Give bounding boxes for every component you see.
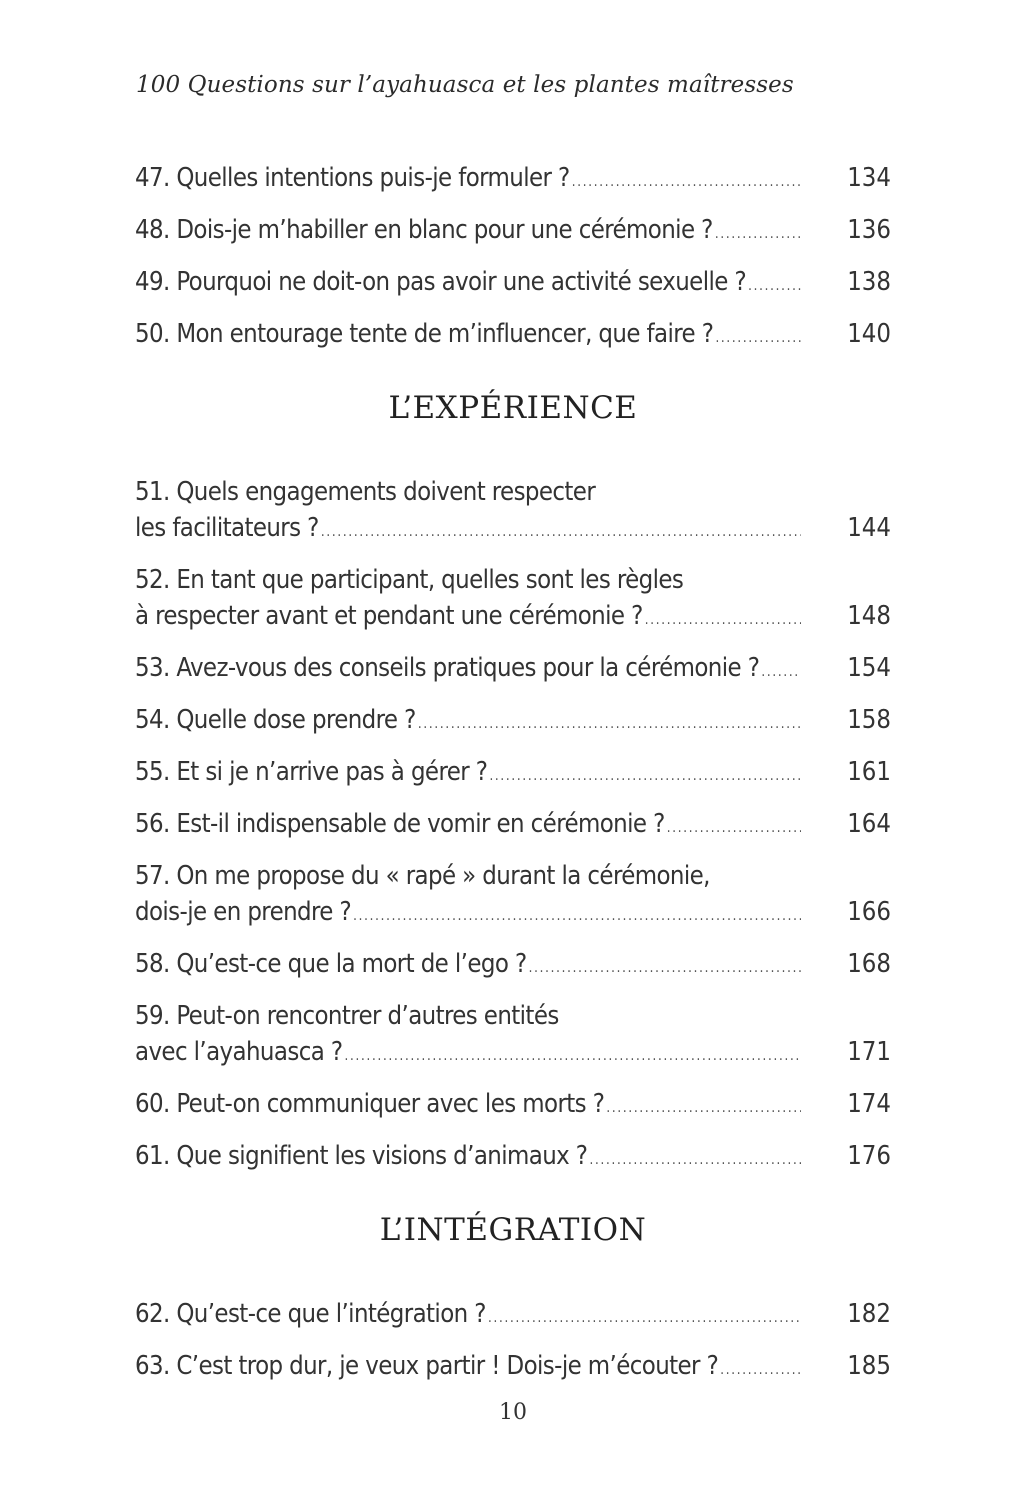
toc-page-number: 171 [847,1037,891,1067]
toc-page-number: 176 [847,1141,891,1171]
page-number: 10 [499,1400,527,1425]
section-title: L’EXPÉRIENCE [388,390,638,426]
toc-entry[interactable] [135,316,891,352]
toc-entry[interactable] [135,1086,891,1122]
toc-entry-text: 52. En tant que participant, quelles sont les règles [135,565,684,595]
toc-entry-text: 51. Quels engagements doivent respecter [135,477,596,507]
toc-entry[interactable] [135,212,891,248]
toc-entry-text: 59. Peut-on rencontrer d’autres entités [135,1001,559,1031]
dot-leader [344,1038,801,1074]
toc-entry-text: 49. Pourquoi ne doit-on pas avoir une activité sexuelle ? [135,267,747,297]
toc-page-number: 164 [847,809,891,839]
toc-entry[interactable] [135,1296,891,1332]
toc-page-number: 166 [847,897,891,927]
toc-entry-text: 53. Avez-vous des conseils pratiques pour la cérémonie ? [135,653,760,683]
toc-entry-text: 58. Qu’est-ce que la mort de l’ego ? [135,949,527,979]
toc-page-number: 174 [847,1089,891,1119]
toc-entry[interactable] [135,562,891,634]
toc-entry[interactable] [135,1348,891,1384]
dot-leader [645,602,801,638]
dot-leader [720,1352,801,1388]
running-head: 100 Questions sur l’ayahuasca et les plantes maîtresses [136,72,794,98]
toc-entry-text: les facilitateurs ? [135,513,319,543]
toc-page-number: 134 [847,163,891,193]
dot-leader [353,898,801,934]
toc-entry[interactable] [135,946,891,982]
toc-page-number: 138 [847,267,891,297]
toc-entry-text: 47. Quelles intentions puis-je formuler ? [135,163,570,193]
dot-leader [418,706,801,742]
dot-leader [589,1142,801,1178]
toc-page-number: 144 [847,513,891,543]
toc-entry-text: 55. Et si je n’arrive pas à gérer ? [135,757,488,787]
dot-leader [606,1090,801,1126]
toc-entry[interactable] [135,474,891,546]
dot-leader [572,164,801,200]
dot-leader [488,1300,801,1336]
toc-page-number: 182 [847,1299,891,1329]
toc-entry[interactable] [135,160,891,196]
toc-entry[interactable] [135,858,891,930]
toc-entry-text: à respecter avant et pendant une cérémonie ? [135,601,643,631]
toc-page-number: 148 [847,601,891,631]
dot-leader [761,654,801,690]
toc-entry-text: 60. Peut-on communiquer avec les morts ? [135,1089,605,1119]
toc-entry[interactable] [135,650,891,686]
toc-page-number: 158 [847,705,891,735]
toc-entry-text: dois-je en prendre ? [135,897,352,927]
toc-entry-text: 48. Dois-je m’habiller en blanc pour une cérémonie ? [135,215,713,245]
toc-entry[interactable] [135,702,891,738]
section-title: L’INTÉGRATION [379,1212,647,1248]
toc-page-number: 185 [847,1351,891,1381]
toc-entry-text: 57. On me propose du « rapé » durant la cérémonie, [135,861,710,891]
toc-entry-text: 63. C’est trop dur, je veux partir ! Dois-je m’écouter ? [135,1351,719,1381]
toc-entry[interactable] [135,264,891,300]
toc-entry-text: 50. Mon entourage tente de m’influencer, que faire ? [135,319,714,349]
toc-page-number: 154 [847,653,891,683]
dot-leader [715,320,801,356]
toc-entry-text: 56. Est-il indispensable de vomir en cérémonie ? [135,809,665,839]
toc-entry-text: avec l’ayahuasca ? [135,1037,343,1067]
toc-entry[interactable] [135,806,891,842]
dot-leader [715,216,801,252]
toc-entry[interactable] [135,998,891,1070]
toc-entry-text: 62. Qu’est-ce que l’intégration ? [135,1299,486,1329]
toc-page-number: 140 [847,319,891,349]
toc-entry[interactable] [135,1138,891,1174]
toc-page-number: 168 [847,949,891,979]
dot-leader [748,268,801,304]
dot-leader [489,758,801,794]
toc-page-number: 161 [847,757,891,787]
toc-entry-text: 54. Quelle dose prendre ? [135,705,416,735]
dot-leader [321,514,801,550]
dot-leader [667,810,801,846]
toc-entry-text: 61. Que signifient les visions d’animaux ? [135,1141,588,1171]
toc-entry[interactable] [135,754,891,790]
dot-leader [529,950,801,986]
toc-page-number: 136 [847,215,891,245]
